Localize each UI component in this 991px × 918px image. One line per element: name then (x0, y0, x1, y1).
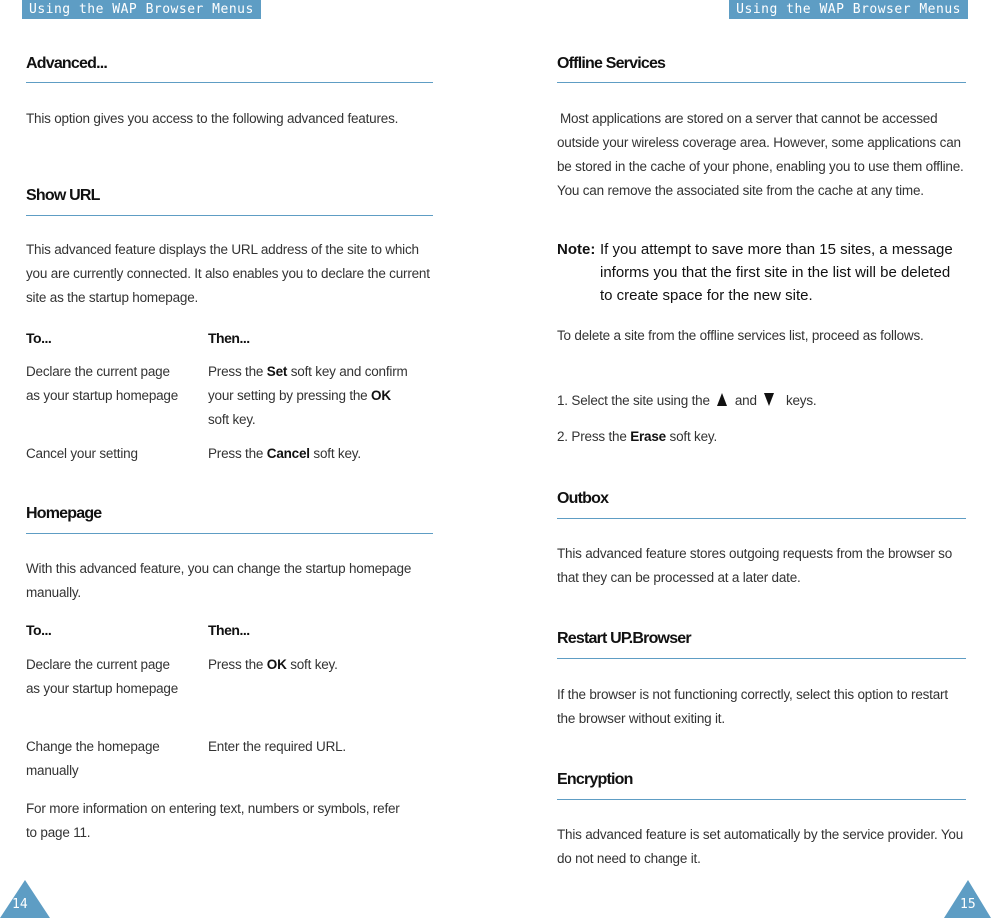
encryption-heading: Encryption (557, 771, 633, 788)
show-url-row2-then: Press the Cancel soft key. (208, 446, 361, 461)
offline-heading: Offline Services (557, 55, 666, 72)
down-arrow-icon (764, 393, 774, 406)
offline-rule (557, 82, 966, 83)
advanced-heading: Advanced... (26, 55, 108, 72)
show-url-heading: Show URL (26, 187, 100, 204)
header-tab-right: Using the WAP Browser Menus (729, 0, 968, 19)
delete-text: To delete a site from the offline services list, proceed as follows. (557, 328, 924, 343)
restart-rule (557, 658, 966, 659)
homepage-row1-then: Press the OK soft key. (208, 657, 338, 672)
advanced-text: This option gives you access to the following advanced features. (26, 111, 399, 126)
set-key-label: Set (266, 364, 288, 379)
homepage-text: With this advanced feature, you can change the startup homepage manually. (26, 561, 412, 600)
header-tab-left: Using the WAP Browser Menus (22, 0, 261, 19)
restart-heading: Restart UP.Browser (557, 630, 691, 647)
outbox-text: This advanced feature stores outgoing requests from the browser so that they can be processed at a later date. (557, 546, 953, 585)
show-url-col-then: Then... (208, 330, 250, 346)
show-url-row2-to: Cancel your setting (26, 446, 138, 461)
outbox-rule (557, 518, 966, 519)
homepage-heading: Homepage (26, 505, 102, 522)
outbox-heading: Outbox (557, 490, 609, 507)
erase-key-label: Erase (630, 429, 666, 444)
show-url-col-to: To... (26, 330, 52, 346)
ok-key-label-2: OK (266, 657, 287, 672)
homepage-col-then: Then... (208, 622, 250, 638)
up-arrow-icon (717, 393, 727, 406)
advanced-rule (26, 82, 433, 83)
restart-text: If the browser is not functioning correctly, select this option to restart the browser without exiting it. (557, 687, 948, 726)
cancel-key-label: Cancel (266, 446, 310, 461)
encryption-rule (557, 799, 966, 800)
show-url-text: This advanced feature displays the URL address of the site to which you are currently connected. It also enables you to declare the current site as the startup homepage. (26, 242, 430, 305)
homepage-col-to: To... (26, 622, 52, 638)
page-number-right: 15 (960, 897, 976, 912)
step-2: 2. Press the Erase soft key. (557, 429, 718, 444)
step-1: 1. Select the site using the and keys. (557, 393, 817, 408)
encryption-text: This advanced feature is set automatically by the service provider. You do not need to change it. (557, 827, 964, 866)
homepage-row2-to: Change the homepage manually (26, 739, 160, 778)
homepage-footer: For more information on entering text, numbers or symbols, refer to page 11. (26, 801, 400, 840)
homepage-row1-to: Declare the current page as your startup homepage (26, 657, 179, 696)
show-url-rule (26, 215, 433, 216)
offline-text: Most applications are stored on a server that cannot be accessed outside your wireless coverage area. However, some applications can be stored in the cache of your phone, enabling you to use them offline. You can remove the associated site from the cache at any time. (557, 111, 964, 198)
note-label: Note: (557, 241, 596, 258)
note-text: If you attempt to save more than 15 sites, a message informs you that the first site in the list will be deleted to create space for the new site. (600, 241, 953, 304)
homepage-rule (26, 533, 433, 534)
show-url-row1-then: Press the Set soft key and confirm your setting by pressing the OK soft key. (208, 364, 408, 427)
page-number-left: 14 (12, 897, 28, 912)
homepage-row2-then: Enter the required URL. (208, 739, 346, 754)
ok-key-label: OK (371, 388, 391, 403)
show-url-row1-to: Declare the current page as your startup homepage (26, 364, 179, 403)
